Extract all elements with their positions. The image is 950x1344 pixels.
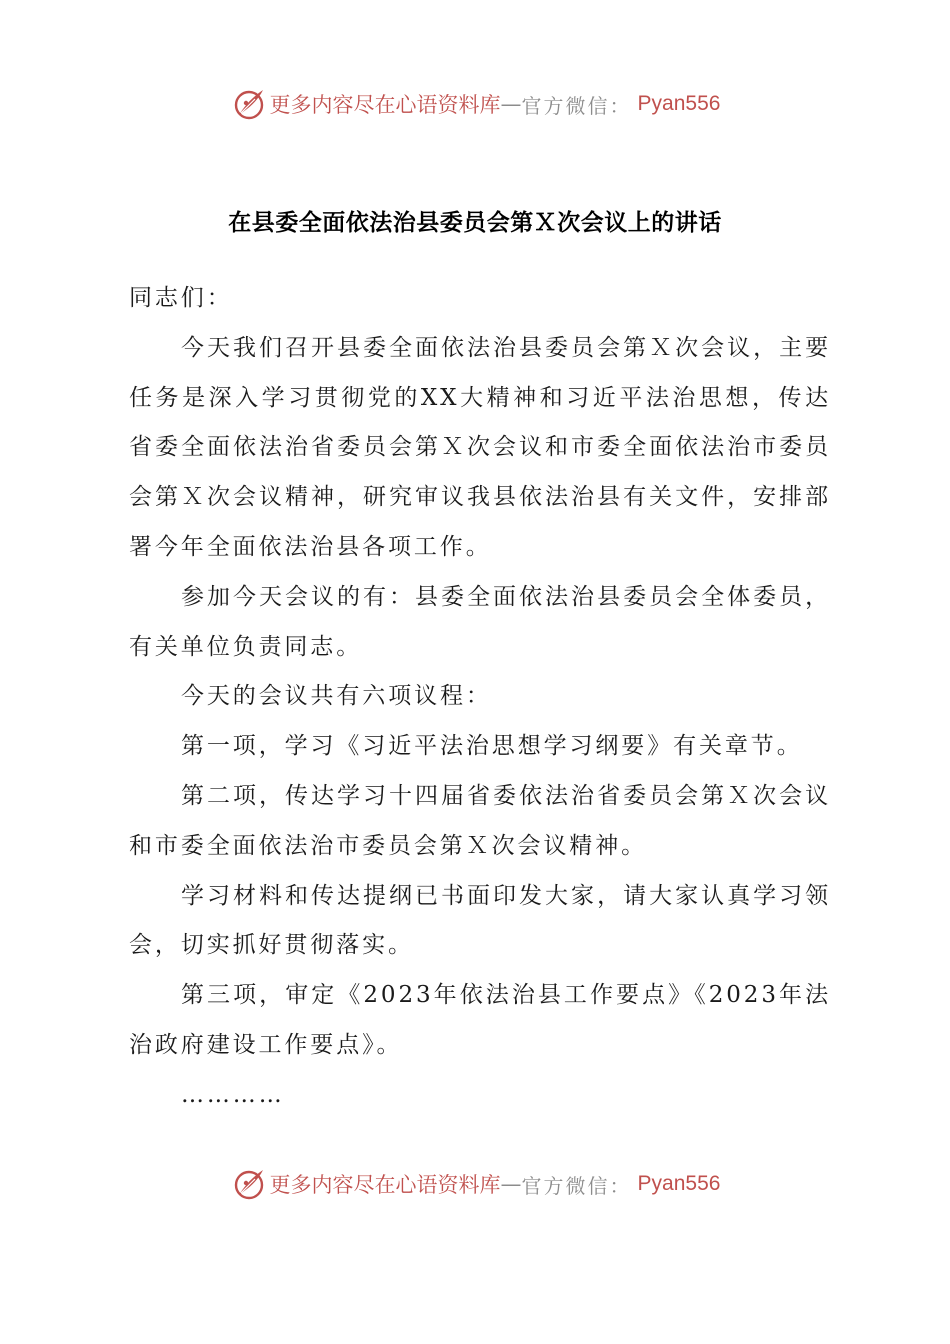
- salutation: 同志们：: [129, 285, 233, 311]
- banner-wechat-id: Pyan556: [637, 92, 721, 115]
- ellipsis-paragraph: …………: [181, 1081, 285, 1108]
- paragraph: 今天的会议共有六项议程：: [181, 683, 492, 710]
- paragraph: 第一项，学习《习近平法治思想学习纲要》有关章节。: [181, 733, 803, 760]
- header-banner: [0, 82, 950, 126]
- paragraph: 第三项，审定《2023年依法治县工作要点》《2023年法治政府建设工作要点》。: [129, 982, 831, 1058]
- paragraph: 今天我们召开县委全面依法治县委员会第Ｘ次会议，主要任务是深入学习贯彻党的XX大精神和习近平法治思想，传达省委全面依法治省委员会第Ｘ次会议和市委全面依法治市委员会第Ｘ次会议精神，研究审议我县依法治县有关文件，安排部署今年全面依法治县各项工作。: [129, 334, 831, 560]
- banner-wechat-id: Pyan556: [637, 1172, 721, 1195]
- document-title: 在县委全面依法治县委员会第Ｘ次会议上的讲话: [228, 210, 722, 236]
- paragraph: 参加今天会议的有：县委全面依法治县委员会全体委员，有关单位负责同志。: [129, 583, 831, 660]
- quill-pen-logo-icon: [230, 1165, 268, 1203]
- banner-wechat-label: 官方微信：: [521, 93, 632, 118]
- banner-dash: —: [500, 1172, 522, 1196]
- banner-dash: —: [500, 92, 522, 116]
- banner-brand-text: 更多内容尽在心语资料库: [269, 93, 501, 117]
- banner-wechat-label: 官方微信：: [521, 1173, 632, 1198]
- quill-pen-logo-icon: [230, 85, 268, 123]
- footer-banner: [0, 1162, 950, 1206]
- paragraph: 第二项，传达学习十四届省委依法治省委员会第Ｘ次会议和市委全面依法治市委员会第Ｘ次会议精神。: [129, 782, 831, 859]
- banner-brand-text: 更多内容尽在心语资料库: [269, 1173, 501, 1197]
- document-body: [129, 274, 831, 1121]
- paragraph: 学习材料和传达提纲已书面印发大家，请大家认真学习领会，切实抓好贯彻落实。: [129, 882, 831, 959]
